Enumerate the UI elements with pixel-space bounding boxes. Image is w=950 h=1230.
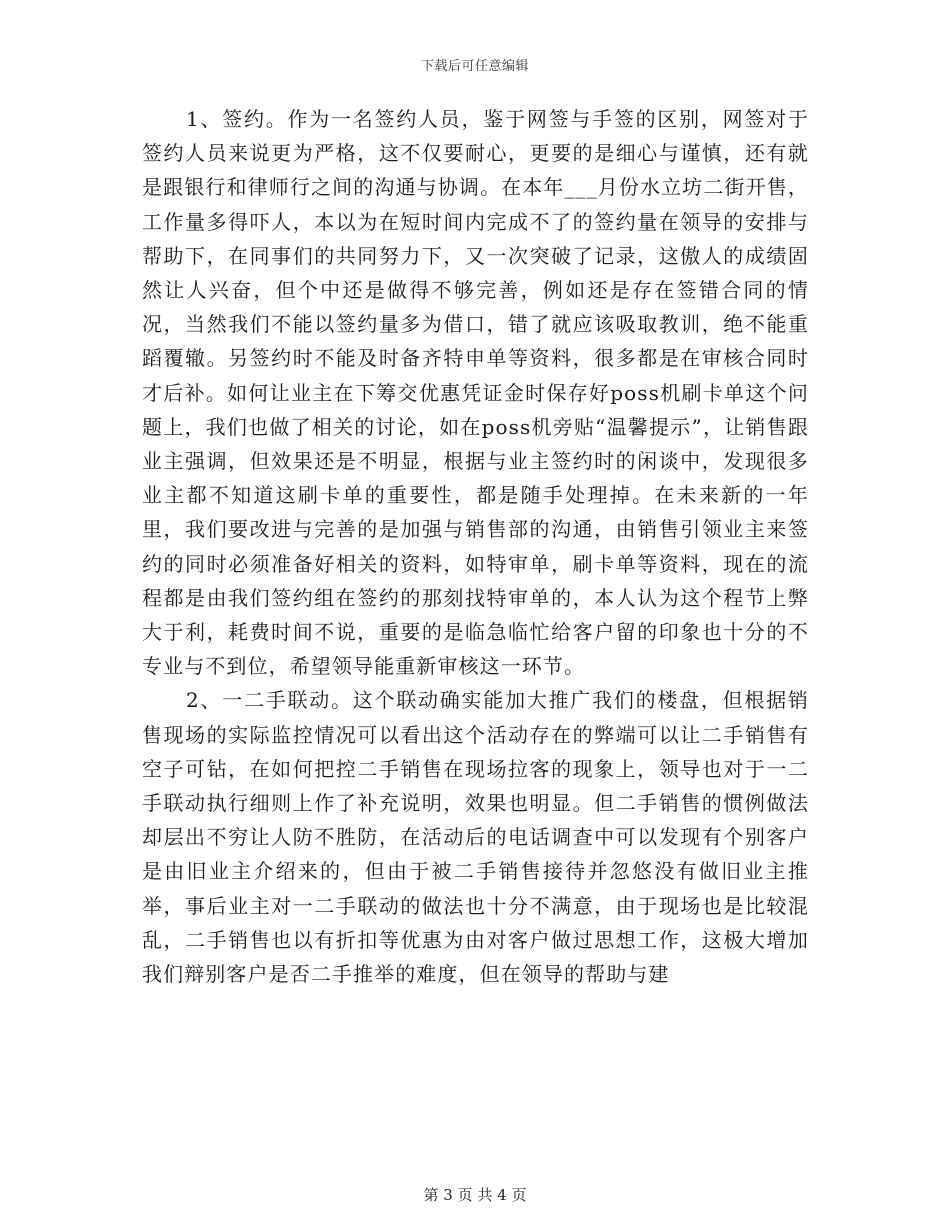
paragraph-signing: 1、签约。作为一名签约人员，鉴于网签与手签的区别，网签对于签约人员来说更为严格，这不仅要耐心，更要的是细心与谨慎，还有就是跟银行和律师行之间的沟通与协调。在本年___月份水立坊二街开售，工作量多得吓人，本以为在短时间内完成不了的签约量在领导的安排与帮助下，在同事们的共同努力下，又一次突破了记录，这傲人的成绩固然让人兴奋，但个中还是做得不够完善，例如还是存在签错合同的情况，当然我们不能以签约量多为借口，错了就应该吸取教训，绝不能重蹈覆辙。另签约时不能及时备齐特申单等资料，很多都是在审核合同时才后补。如何让业主在下筹交优惠凭证金时保存好poss机刷卡单这个问题上，我们也做了相关的讨论，如在poss机旁贴“温馨提示”，让销售跟业主强调，但效果还是不明显，根据与业主签约时的闲谈中，发现很多业主都不知道这刷卡单的重要性，都是随手处理掉。在未来新的一年里，我们要改进与完善的是加强与销售部的沟通，由销售引领业主来签约的同时必须准备好相关的资料，如特审单，刷卡单等资料，现在的流程都是由我们签约组在签约的那刻找特审单的，本人认为这个程节上弊大于利，耗费时间不说，重要的是临急临忙给客户留的印象也十分的不专业与不到位，希望领导能重新审核这一环节。 [142,107,809,679]
page-header: 下载后可任意编辑 [420,59,529,74]
document-body [142,102,809,991]
paragraph-linkage: 2、一二手联动。这个联动确实能加大推广我们的楼盘，但根据销售现场的实际监控情况可以看出这个活动存在的弊端可以让二手销售有空子可钻，在如何把控二手销售在现场拉客的现象上，领导也对于一二手联动执行细则上作了补充说明，效果也明显。但二手销售的惯例做法却层出不穷让人防不胜防，在活动后的电话调查中可以发现有个别客户是由旧业主介绍来的，但由于被二手销售接待并忽悠没有做旧业主推举，事后业主对一二手联动的做法也十分不满意，由于现场也是比较混乱，二手销售也以有折扣等优惠为由对客户做过思想工作，这极大增加我们辩别客户是否二手推举的难度，但在领导的帮助与建 [142,688,809,987]
page-footer: 第 3 页 共 4 页 [423,1186,527,1204]
